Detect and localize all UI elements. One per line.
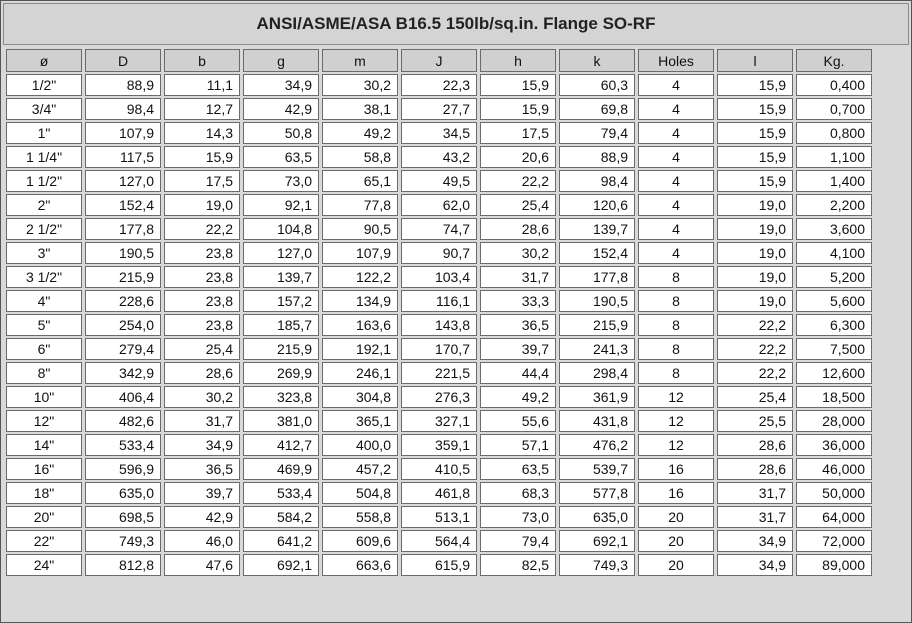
cell-J: 461,8 <box>401 482 477 504</box>
cell-k: 298,4 <box>559 362 635 384</box>
cell-D: 812,8 <box>85 554 161 576</box>
cell-diameter: 1" <box>6 122 82 144</box>
cell-diameter: 2 1/2" <box>6 218 82 240</box>
table-row <box>6 410 872 432</box>
cell-g: 73,0 <box>243 170 319 192</box>
cell-D: 279,4 <box>85 338 161 360</box>
cell-b: 14,3 <box>164 122 240 144</box>
cell-kg: 36,000 <box>796 434 872 456</box>
cell-kg: 12,600 <box>796 362 872 384</box>
cell-kg: 5,200 <box>796 266 872 288</box>
cell-b: 17,5 <box>164 170 240 192</box>
cell-g: 50,8 <box>243 122 319 144</box>
cell-J: 143,8 <box>401 314 477 336</box>
cell-m: 90,5 <box>322 218 398 240</box>
cell-h: 15,9 <box>480 98 556 120</box>
cell-diameter: 3/4" <box>6 98 82 120</box>
cell-J: 27,7 <box>401 98 477 120</box>
cell-l: 19,0 <box>717 266 793 288</box>
cell-diameter: 4" <box>6 290 82 312</box>
cell-b: 47,6 <box>164 554 240 576</box>
cell-b: 22,2 <box>164 218 240 240</box>
cell-holes: 8 <box>638 338 714 360</box>
column-header-diameter: ø <box>6 49 82 72</box>
cell-kg: 1,400 <box>796 170 872 192</box>
cell-k: 190,5 <box>559 290 635 312</box>
cell-g: 641,2 <box>243 530 319 552</box>
cell-holes: 8 <box>638 290 714 312</box>
cell-h: 39,7 <box>480 338 556 360</box>
cell-m: 609,6 <box>322 530 398 552</box>
cell-diameter: 1 1/2" <box>6 170 82 192</box>
cell-D: 117,5 <box>85 146 161 168</box>
cell-h: 57,1 <box>480 434 556 456</box>
cell-b: 23,8 <box>164 290 240 312</box>
cell-D: 342,9 <box>85 362 161 384</box>
table-row <box>6 458 872 480</box>
table-row <box>6 482 872 504</box>
cell-m: 192,1 <box>322 338 398 360</box>
cell-g: 215,9 <box>243 338 319 360</box>
cell-diameter: 8" <box>6 362 82 384</box>
cell-holes: 4 <box>638 146 714 168</box>
cell-l: 15,9 <box>717 98 793 120</box>
cell-h: 55,6 <box>480 410 556 432</box>
cell-J: 615,9 <box>401 554 477 576</box>
cell-D: 98,4 <box>85 98 161 120</box>
table-row <box>6 242 872 264</box>
cell-holes: 4 <box>638 242 714 264</box>
cell-h: 49,2 <box>480 386 556 408</box>
cell-J: 90,7 <box>401 242 477 264</box>
cell-diameter: 16" <box>6 458 82 480</box>
cell-l: 22,2 <box>717 314 793 336</box>
cell-kg: 18,500 <box>796 386 872 408</box>
table-title: ANSI/ASME/ASA B16.5 150lb/sq.in. Flange SO-RF <box>3 3 909 45</box>
cell-k: 361,9 <box>559 386 635 408</box>
cell-J: 103,4 <box>401 266 477 288</box>
table-row <box>6 266 872 288</box>
cell-diameter: 24" <box>6 554 82 576</box>
cell-D: 254,0 <box>85 314 161 336</box>
cell-m: 58,8 <box>322 146 398 168</box>
cell-k: 692,1 <box>559 530 635 552</box>
cell-l: 19,0 <box>717 242 793 264</box>
cell-l: 22,2 <box>717 362 793 384</box>
cell-g: 692,1 <box>243 554 319 576</box>
cell-kg: 0,700 <box>796 98 872 120</box>
cell-g: 323,8 <box>243 386 319 408</box>
cell-D: 215,9 <box>85 266 161 288</box>
cell-k: 69,8 <box>559 98 635 120</box>
cell-b: 12,7 <box>164 98 240 120</box>
cell-J: 410,5 <box>401 458 477 480</box>
cell-m: 77,8 <box>322 194 398 216</box>
cell-holes: 4 <box>638 194 714 216</box>
cell-holes: 4 <box>638 98 714 120</box>
cell-m: 558,8 <box>322 506 398 528</box>
cell-D: 88,9 <box>85 74 161 96</box>
cell-h: 25,4 <box>480 194 556 216</box>
cell-k: 79,4 <box>559 122 635 144</box>
column-header-k: k <box>559 49 635 72</box>
cell-m: 304,8 <box>322 386 398 408</box>
cell-g: 381,0 <box>243 410 319 432</box>
cell-diameter: 10" <box>6 386 82 408</box>
table-row <box>6 170 872 192</box>
cell-m: 663,6 <box>322 554 398 576</box>
cell-l: 31,7 <box>717 482 793 504</box>
cell-diameter: 2" <box>6 194 82 216</box>
cell-h: 20,6 <box>480 146 556 168</box>
cell-diameter: 20" <box>6 506 82 528</box>
column-header-m: m <box>322 49 398 72</box>
cell-b: 25,4 <box>164 338 240 360</box>
cell-h: 28,6 <box>480 218 556 240</box>
cell-b: 23,8 <box>164 242 240 264</box>
cell-m: 38,1 <box>322 98 398 120</box>
cell-b: 39,7 <box>164 482 240 504</box>
cell-l: 19,0 <box>717 290 793 312</box>
cell-m: 122,2 <box>322 266 398 288</box>
header-row <box>6 49 872 72</box>
table-row <box>6 554 872 576</box>
cell-kg: 72,000 <box>796 530 872 552</box>
cell-kg: 46,000 <box>796 458 872 480</box>
cell-l: 15,9 <box>717 170 793 192</box>
cell-holes: 12 <box>638 434 714 456</box>
cell-b: 34,9 <box>164 434 240 456</box>
cell-kg: 0,800 <box>796 122 872 144</box>
cell-diameter: 6" <box>6 338 82 360</box>
column-header-l: l <box>717 49 793 72</box>
column-header-holes: Holes <box>638 49 714 72</box>
column-header-J: J <box>401 49 477 72</box>
cell-h: 30,2 <box>480 242 556 264</box>
cell-J: 34,5 <box>401 122 477 144</box>
cell-b: 30,2 <box>164 386 240 408</box>
cell-g: 185,7 <box>243 314 319 336</box>
cell-J: 22,3 <box>401 74 477 96</box>
cell-kg: 64,000 <box>796 506 872 528</box>
table-row <box>6 122 872 144</box>
cell-holes: 4 <box>638 170 714 192</box>
cell-l: 15,9 <box>717 74 793 96</box>
cell-k: 98,4 <box>559 170 635 192</box>
cell-l: 22,2 <box>717 338 793 360</box>
cell-g: 92,1 <box>243 194 319 216</box>
cell-k: 177,8 <box>559 266 635 288</box>
cell-diameter: 14" <box>6 434 82 456</box>
cell-kg: 6,300 <box>796 314 872 336</box>
cell-k: 60,3 <box>559 74 635 96</box>
cell-diameter: 12" <box>6 410 82 432</box>
cell-holes: 20 <box>638 530 714 552</box>
cell-b: 42,9 <box>164 506 240 528</box>
cell-kg: 0,400 <box>796 74 872 96</box>
table-row <box>6 386 872 408</box>
cell-holes: 4 <box>638 74 714 96</box>
table-row <box>6 506 872 528</box>
cell-b: 23,8 <box>164 314 240 336</box>
cell-J: 327,1 <box>401 410 477 432</box>
cell-kg: 3,600 <box>796 218 872 240</box>
cell-k: 635,0 <box>559 506 635 528</box>
cell-J: 170,7 <box>401 338 477 360</box>
cell-D: 406,4 <box>85 386 161 408</box>
cell-holes: 8 <box>638 266 714 288</box>
cell-g: 104,8 <box>243 218 319 240</box>
cell-J: 116,1 <box>401 290 477 312</box>
table-row <box>6 218 872 240</box>
cell-h: 33,3 <box>480 290 556 312</box>
cell-J: 564,4 <box>401 530 477 552</box>
cell-holes: 4 <box>638 122 714 144</box>
flange-dimensions-table <box>3 47 875 578</box>
cell-k: 215,9 <box>559 314 635 336</box>
cell-J: 49,5 <box>401 170 477 192</box>
cell-k: 431,8 <box>559 410 635 432</box>
cell-h: 36,5 <box>480 314 556 336</box>
cell-l: 19,0 <box>717 218 793 240</box>
cell-k: 577,8 <box>559 482 635 504</box>
cell-h: 17,5 <box>480 122 556 144</box>
cell-k: 139,7 <box>559 218 635 240</box>
cell-holes: 8 <box>638 362 714 384</box>
cell-diameter: 1/2" <box>6 74 82 96</box>
cell-m: 365,1 <box>322 410 398 432</box>
table-row <box>6 338 872 360</box>
column-header-g: g <box>243 49 319 72</box>
cell-D: 635,0 <box>85 482 161 504</box>
cell-k: 120,6 <box>559 194 635 216</box>
cell-J: 276,3 <box>401 386 477 408</box>
cell-g: 139,7 <box>243 266 319 288</box>
cell-kg: 89,000 <box>796 554 872 576</box>
cell-diameter: 22" <box>6 530 82 552</box>
table-row <box>6 434 872 456</box>
cell-h: 63,5 <box>480 458 556 480</box>
cell-b: 19,0 <box>164 194 240 216</box>
cell-D: 152,4 <box>85 194 161 216</box>
cell-g: 412,7 <box>243 434 319 456</box>
cell-k: 539,7 <box>559 458 635 480</box>
cell-b: 15,9 <box>164 146 240 168</box>
cell-m: 400,0 <box>322 434 398 456</box>
cell-h: 15,9 <box>480 74 556 96</box>
table-row <box>6 194 872 216</box>
cell-holes: 12 <box>638 410 714 432</box>
cell-b: 36,5 <box>164 458 240 480</box>
cell-l: 28,6 <box>717 434 793 456</box>
cell-m: 65,1 <box>322 170 398 192</box>
cell-m: 30,2 <box>322 74 398 96</box>
cell-m: 246,1 <box>322 362 398 384</box>
cell-J: 62,0 <box>401 194 477 216</box>
table-row <box>6 314 872 336</box>
cell-k: 241,3 <box>559 338 635 360</box>
cell-D: 482,6 <box>85 410 161 432</box>
table-row <box>6 362 872 384</box>
cell-kg: 28,000 <box>796 410 872 432</box>
cell-b: 46,0 <box>164 530 240 552</box>
cell-g: 533,4 <box>243 482 319 504</box>
cell-D: 228,6 <box>85 290 161 312</box>
cell-h: 79,4 <box>480 530 556 552</box>
cell-h: 22,2 <box>480 170 556 192</box>
cell-kg: 2,200 <box>796 194 872 216</box>
column-header-kg: Kg. <box>796 49 872 72</box>
table-row <box>6 98 872 120</box>
column-header-b: b <box>164 49 240 72</box>
cell-kg: 5,600 <box>796 290 872 312</box>
cell-l: 31,7 <box>717 506 793 528</box>
cell-b: 28,6 <box>164 362 240 384</box>
cell-m: 504,8 <box>322 482 398 504</box>
table-row <box>6 74 872 96</box>
cell-k: 152,4 <box>559 242 635 264</box>
cell-D: 177,8 <box>85 218 161 240</box>
cell-diameter: 18" <box>6 482 82 504</box>
cell-J: 359,1 <box>401 434 477 456</box>
cell-D: 698,5 <box>85 506 161 528</box>
cell-J: 513,1 <box>401 506 477 528</box>
cell-b: 11,1 <box>164 74 240 96</box>
cell-J: 74,7 <box>401 218 477 240</box>
cell-D: 190,5 <box>85 242 161 264</box>
cell-b: 31,7 <box>164 410 240 432</box>
cell-holes: 20 <box>638 506 714 528</box>
cell-k: 749,3 <box>559 554 635 576</box>
cell-l: 34,9 <box>717 530 793 552</box>
cell-J: 43,2 <box>401 146 477 168</box>
cell-kg: 50,000 <box>796 482 872 504</box>
cell-holes: 20 <box>638 554 714 576</box>
cell-holes: 8 <box>638 314 714 336</box>
cell-holes: 16 <box>638 482 714 504</box>
cell-m: 49,2 <box>322 122 398 144</box>
cell-diameter: 5" <box>6 314 82 336</box>
cell-kg: 1,100 <box>796 146 872 168</box>
cell-kg: 4,100 <box>796 242 872 264</box>
table-row <box>6 146 872 168</box>
cell-g: 469,9 <box>243 458 319 480</box>
cell-m: 457,2 <box>322 458 398 480</box>
cell-g: 584,2 <box>243 506 319 528</box>
cell-h: 73,0 <box>480 506 556 528</box>
cell-g: 42,9 <box>243 98 319 120</box>
cell-diameter: 3" <box>6 242 82 264</box>
cell-J: 221,5 <box>401 362 477 384</box>
table-row <box>6 290 872 312</box>
cell-diameter: 3 1/2" <box>6 266 82 288</box>
cell-g: 157,2 <box>243 290 319 312</box>
cell-l: 28,6 <box>717 458 793 480</box>
cell-k: 476,2 <box>559 434 635 456</box>
table-row <box>6 530 872 552</box>
cell-h: 44,4 <box>480 362 556 384</box>
cell-kg: 7,500 <box>796 338 872 360</box>
cell-h: 68,3 <box>480 482 556 504</box>
cell-D: 749,3 <box>85 530 161 552</box>
cell-l: 34,9 <box>717 554 793 576</box>
cell-m: 107,9 <box>322 242 398 264</box>
cell-D: 127,0 <box>85 170 161 192</box>
cell-D: 596,9 <box>85 458 161 480</box>
cell-l: 25,4 <box>717 386 793 408</box>
cell-l: 15,9 <box>717 146 793 168</box>
cell-m: 163,6 <box>322 314 398 336</box>
cell-g: 63,5 <box>243 146 319 168</box>
cell-g: 34,9 <box>243 74 319 96</box>
cell-b: 23,8 <box>164 266 240 288</box>
cell-D: 533,4 <box>85 434 161 456</box>
cell-h: 31,7 <box>480 266 556 288</box>
cell-l: 15,9 <box>717 122 793 144</box>
column-header-D: D <box>85 49 161 72</box>
cell-k: 88,9 <box>559 146 635 168</box>
cell-holes: 16 <box>638 458 714 480</box>
column-header-h: h <box>480 49 556 72</box>
cell-m: 134,9 <box>322 290 398 312</box>
cell-diameter: 1 1/4" <box>6 146 82 168</box>
cell-holes: 12 <box>638 386 714 408</box>
cell-D: 107,9 <box>85 122 161 144</box>
cell-holes: 4 <box>638 218 714 240</box>
cell-g: 269,9 <box>243 362 319 384</box>
cell-h: 82,5 <box>480 554 556 576</box>
cell-g: 127,0 <box>243 242 319 264</box>
cell-l: 25,5 <box>717 410 793 432</box>
cell-l: 19,0 <box>717 194 793 216</box>
